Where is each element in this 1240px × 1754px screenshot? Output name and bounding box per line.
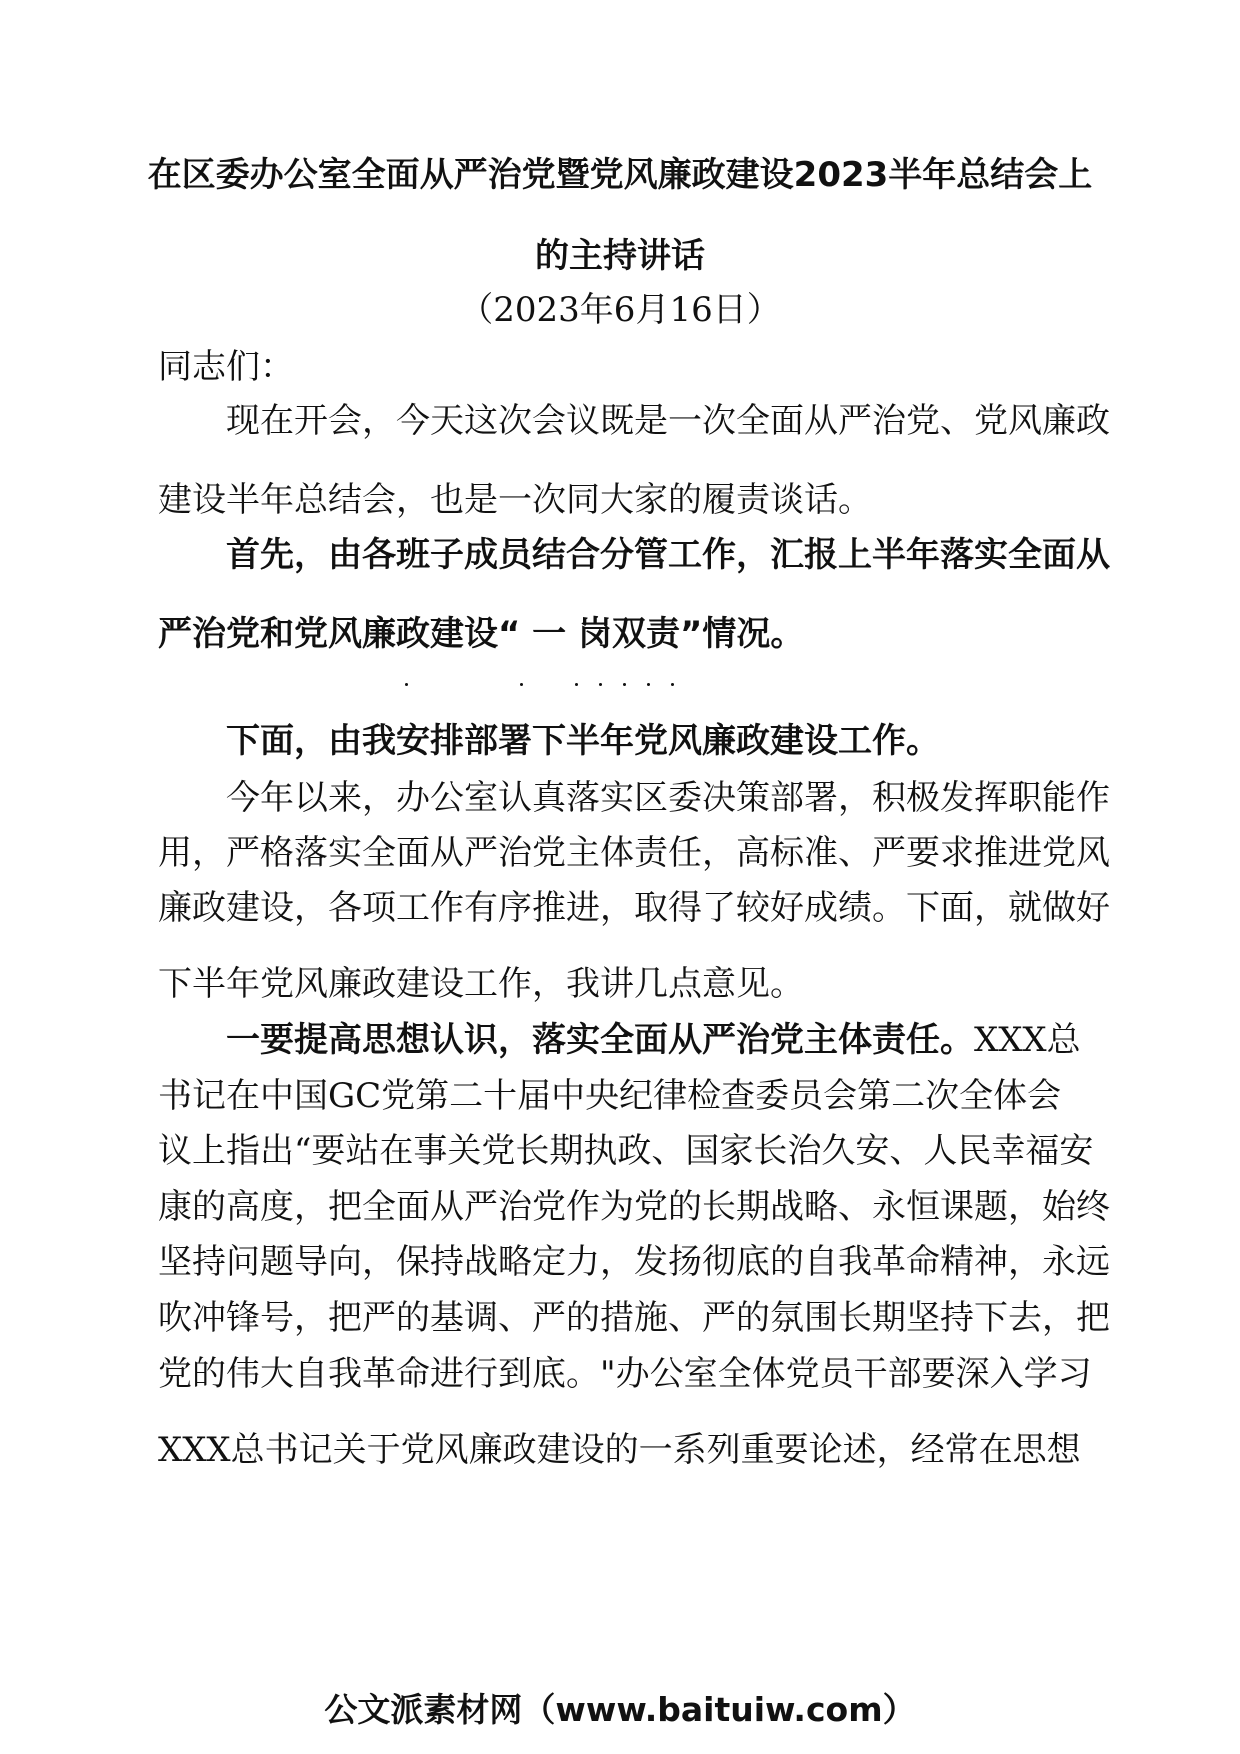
paragraph-5-line-5: 坚持问题导向，保持战略定力，发扬彻底的自我革命精神，永远 [158,1242,1110,1282]
paragraph-5-line-1 [158,1018,1081,1062]
paragraph-5-line-2: 书记在中国GC党第二十届中央纪律检查委员会第二次全体会 [158,1076,1062,1116]
paragraph-3: 下面，由我安排部署下半年党风廉政建设工作。 [226,721,940,761]
ellipsis-dot [647,683,650,686]
document-title-line2: 的主持讲话 [535,236,705,276]
ellipsis-dot [520,683,523,686]
paragraph-2-line-2: 严治党和党风廉政建设“ 一 岗双责”情况。 [158,614,805,654]
paragraph-4-line-4: 下半年党风廉政建设工作，我讲几点意见。 [158,964,804,1004]
paragraph-5-line-3: 议上指出“要站在事关党长期执政、国家长治久安、人民幸福安 [158,1131,1094,1171]
ellipsis-dot [599,683,602,686]
paragraph-1-line-2: 建设半年总结会，也是一次同大家的履责谈话。 [158,480,872,520]
document-date: （2023年6月16日） [459,290,781,330]
paragraph-4-line-1: 今年以来，办公室认真落实区委决策部署，积极发挥职能作 [226,778,1110,818]
paragraph-5-heading: 一要提高思想认识，落实全面从严治党主体责任。 [226,1020,974,1060]
ellipsis-dot [575,683,578,686]
paragraph-1-line-1: 现在开会，今天这次会议既是一次全面从严治党、党风廉政 [226,401,1110,441]
paragraph-5-line-1-tail: XXX总 [974,1020,1081,1060]
ellipsis-text [0,0,1,1]
salutation: 同志们： [158,347,294,387]
ellipsis-dot [671,683,674,686]
document-title-line1: 在区委办公室全面从严治党暨党风廉政建设2023半年总结会上 [147,155,1093,195]
paragraph-5-line-8: XXX总书记关于党风廉政建设的一系列重要论述，经常在思想 [158,1430,1081,1470]
paragraph-5-line-7: 党的伟大自我革命进行到底。"办公室全体党员干部要深入学习 [158,1354,1092,1394]
ellipsis-dot [623,683,626,686]
paragraph-5-line-4: 康的高度，把全面从严治党作为党的长期战略、永恒课题，始终 [158,1187,1110,1227]
footer-watermark: 公文派素材网（www.baituiw.com） [324,1690,916,1729]
paragraph-2-line-1: 首先，由各班子成员结合分管工作，汇报上半年落实全面从 [226,535,1110,575]
paragraph-5-line-6: 吹冲锋号，把严的基调、严的措施、严的氛围长期坚持下去，把 [158,1298,1110,1338]
paragraph-4-line-3: 廉政建设，各项工作有序推进，取得了较好成绩。下面，就做好 [158,888,1110,928]
paragraph-4-line-2: 用，严格落实全面从严治党主体责任，高标准、严要求推进党风 [158,833,1110,873]
ellipsis-dots [0,665,1240,695]
ellipsis-dot [405,683,408,686]
